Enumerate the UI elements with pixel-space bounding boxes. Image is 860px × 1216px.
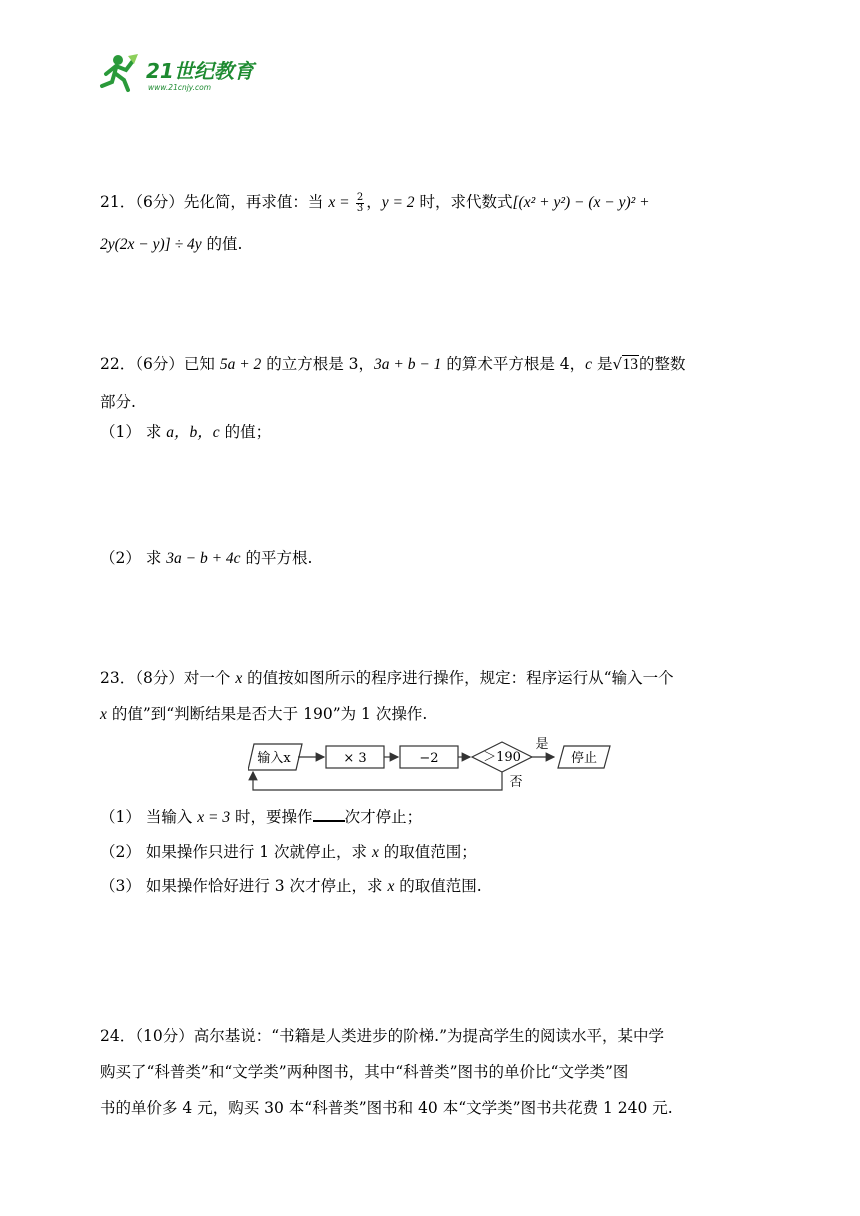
radical-icon: √ xyxy=(612,355,623,373)
runner-icon xyxy=(102,54,138,90)
q22-text1: 的立方根是 3， xyxy=(266,355,375,373)
q22-part1-vars: a，b，c xyxy=(166,424,220,441)
q22-part1-text: 求 xyxy=(145,423,162,441)
q23-x-line2: x xyxy=(100,706,107,723)
q21-tail: 的值. xyxy=(206,235,243,253)
q23-text1: 的值按如图所示的程序进行操作，规定：程序运行从“输入一个 xyxy=(247,669,674,687)
flow-minus-label: −2 xyxy=(419,751,439,766)
q22-line2: 部分. xyxy=(100,393,136,411)
q23-part2-label: （2） xyxy=(100,843,141,861)
q21-sep: ， xyxy=(366,193,382,211)
q23-part2-b: 的取值范围； xyxy=(383,843,477,861)
flow-no-label: 否 xyxy=(509,775,523,790)
q21-fraction xyxy=(356,193,364,214)
flow-stop-label: 停止 xyxy=(570,751,598,766)
q22-lead: 已知 xyxy=(183,355,215,373)
q23-number: 23． xyxy=(100,669,136,687)
q21-eq: = xyxy=(340,194,349,211)
q22-text2: 的算术平方根是 4， xyxy=(446,355,586,373)
q22-part2-label: （2） xyxy=(100,549,141,567)
flowchart xyxy=(248,736,618,796)
flow-input-label: 输入x xyxy=(257,751,291,766)
q21-score: （6分） xyxy=(135,193,184,211)
q22-part1 xyxy=(100,422,271,443)
q23-part1-c: 次才停止； xyxy=(344,808,423,826)
flow-judge-label: ＞190 xyxy=(483,750,521,765)
q22-c: c xyxy=(585,356,593,373)
q22-line1 xyxy=(100,354,686,375)
answer-blank[interactable] xyxy=(313,806,345,822)
q23-part1-label: （1） xyxy=(100,808,141,826)
q21-line1 xyxy=(100,192,650,214)
q22-part2-expr: 3a − b + 4c xyxy=(166,550,241,567)
q23-part2-a: 如果操作只进行 1 次就停止，求 xyxy=(145,843,368,861)
q24-number: 24． xyxy=(100,1027,136,1045)
q22-score: （6分） xyxy=(135,355,184,373)
q24-line2: 购买了“科普类”和“文学类”两种图书，其中“科普类”图书的单价比“文学类”图 xyxy=(100,1063,629,1081)
q24-line1 xyxy=(100,1026,664,1046)
q24-line3: 书的单价多 4 元，购买 30 本“科普类”图书和 40 本“文学类”图书共花费 1 240 元. xyxy=(100,1099,673,1117)
q21-expr-line2: 2y(2x − y)] ÷ 4y xyxy=(100,236,202,253)
q21-x: x xyxy=(328,194,336,211)
q24-score: （10分） xyxy=(135,1027,194,1045)
q22-part2-tail: 的平方根. xyxy=(245,549,313,567)
flow-yes-label: 是 xyxy=(535,737,549,752)
q23-part2 xyxy=(100,842,477,863)
q23-part3 xyxy=(100,876,482,897)
q21-frac-num: 2 xyxy=(356,191,364,203)
q22-part1-tail: 的值； xyxy=(224,423,272,441)
flow-times-label: × 3 xyxy=(343,751,367,766)
q22-part1-label: （1） xyxy=(100,423,141,441)
q23-part3-b: 的取值范围. xyxy=(399,877,482,895)
q23-part3-a: 如果操作恰好进行 3 次才停止，求 xyxy=(145,877,383,895)
flow-arrow-no xyxy=(253,772,502,790)
logo xyxy=(98,52,268,94)
q23-text2: 的值”到“判断结果是否大于 190”为 1 次操作. xyxy=(111,705,428,723)
q22-number: 22． xyxy=(100,355,136,373)
q22-text3: 是 xyxy=(597,355,613,373)
q21-expr-line1: [(x² + y²) − (x − y)² + xyxy=(512,194,650,211)
q23-part2-x: x xyxy=(371,844,379,861)
q22-text4: 的整数 xyxy=(639,355,686,373)
q23-part1 xyxy=(100,806,422,828)
q22-part2-text: 求 xyxy=(145,549,162,567)
logo-text: 21世纪教育 xyxy=(146,59,254,83)
q22-expr2: 3a + b − 1 xyxy=(374,356,442,373)
q23-score: （8分） xyxy=(135,669,184,687)
q23-part1-a: 当输入 xyxy=(145,808,193,826)
q24-text1: 高尔基说：“书籍是人类进步的阶梯.”为提高学生的阅读水平，某中学 xyxy=(193,1027,664,1045)
q21-frac-den: 3 xyxy=(356,202,364,214)
q21-y: y = 2 xyxy=(381,194,415,211)
q21-mid: 时，求代数式 xyxy=(419,193,513,211)
q21-lead: 先化简，再求值：当 xyxy=(183,193,324,211)
q23-part3-label: （3） xyxy=(100,877,141,895)
q23-lead: 对一个 xyxy=(183,669,231,687)
q21-number: 21． xyxy=(100,193,136,211)
q23-line1 xyxy=(100,668,674,689)
logo-url: www.21cnjy.com xyxy=(148,83,212,92)
q22-sqrt xyxy=(613,354,640,374)
q23-line2 xyxy=(100,704,427,725)
q23-part1-b: 时，要操作 xyxy=(235,808,313,826)
q23-part3-x: x xyxy=(387,878,395,895)
q23-part1-expr: x = 3 xyxy=(197,809,231,826)
q22-part2 xyxy=(100,548,312,569)
q22-sqrt-value: 13 xyxy=(622,356,639,373)
q23-x: x xyxy=(235,670,243,687)
q22-expr1: 5a + 2 xyxy=(219,356,262,373)
q21-line2 xyxy=(100,234,242,255)
